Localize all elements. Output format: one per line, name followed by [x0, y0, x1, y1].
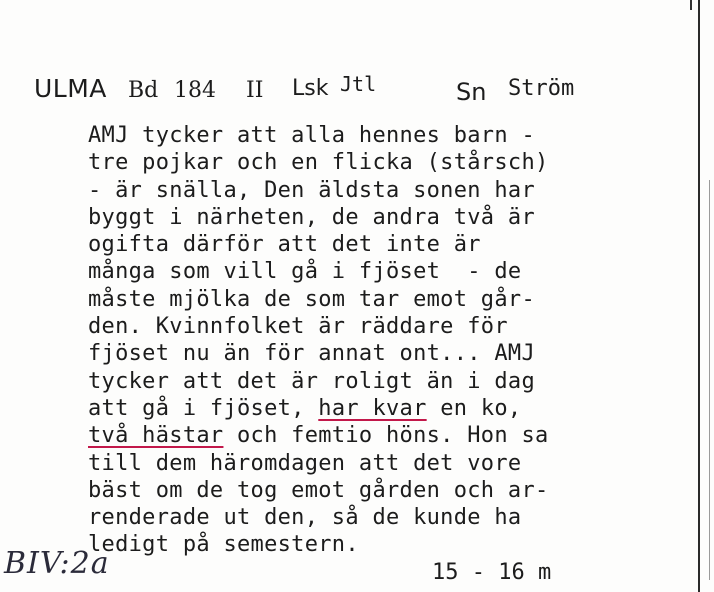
text-line: många som vill gå i fjöset - de	[88, 259, 522, 285]
county-code: Jtl	[340, 72, 377, 96]
volume-number: 184	[174, 78, 216, 103]
text-line: renderade ut den, så de kunde ha	[88, 505, 522, 531]
text-line: måste mjölka de som tar emot går-	[88, 286, 535, 312]
category-code: Lsk	[292, 76, 329, 101]
text-line: den. Kvinnfolket är räddare för	[88, 314, 508, 340]
archive-code: ULMA	[34, 74, 107, 103]
transcript-body	[88, 122, 668, 559]
text-segment: att gå i fjöset,	[88, 395, 319, 421]
text-segment: och femtio höns. Hon sa	[223, 423, 549, 449]
handwritten-reference: BIV:2a	[4, 546, 110, 581]
text-line: AMJ tycker att alla hennes barn -	[88, 123, 535, 148]
parish-name: Ström	[508, 76, 575, 101]
text-line: bäst om de tog emot gården och ar-	[88, 477, 549, 503]
volume-part: II	[246, 78, 264, 103]
text-line: byggt i närheten, de andra två är	[88, 204, 535, 230]
card-edge-tick	[690, 0, 692, 10]
text-line: till dem häromdagen att det vore	[88, 450, 522, 476]
text-line: - är snälla, Den äldsta sonen har	[88, 177, 535, 203]
card-right-edge-shadow	[709, 180, 710, 580]
text-line: tycker att det är roligt än i dag	[88, 368, 535, 394]
text-line: fjöset nu än för annat ont... AMJ	[88, 341, 535, 367]
page-range: 15 - 16 m	[432, 560, 552, 585]
text-line	[88, 422, 668, 449]
underlined-phrase: har kvar	[318, 395, 427, 421]
underlined-phrase: två hästar	[88, 423, 224, 449]
card-header	[0, 74, 714, 114]
text-segment: en ko,	[426, 395, 522, 421]
volume-prefix: Bd	[128, 78, 159, 103]
text-line: ogifta därför att det inte är	[88, 232, 481, 258]
text-line: tre pojkar och en flicka (stårsch)	[88, 150, 549, 176]
text-line	[88, 395, 668, 422]
parish-prefix: Sn	[456, 78, 487, 106]
text-line: ledigt på semestern.	[88, 532, 359, 558]
